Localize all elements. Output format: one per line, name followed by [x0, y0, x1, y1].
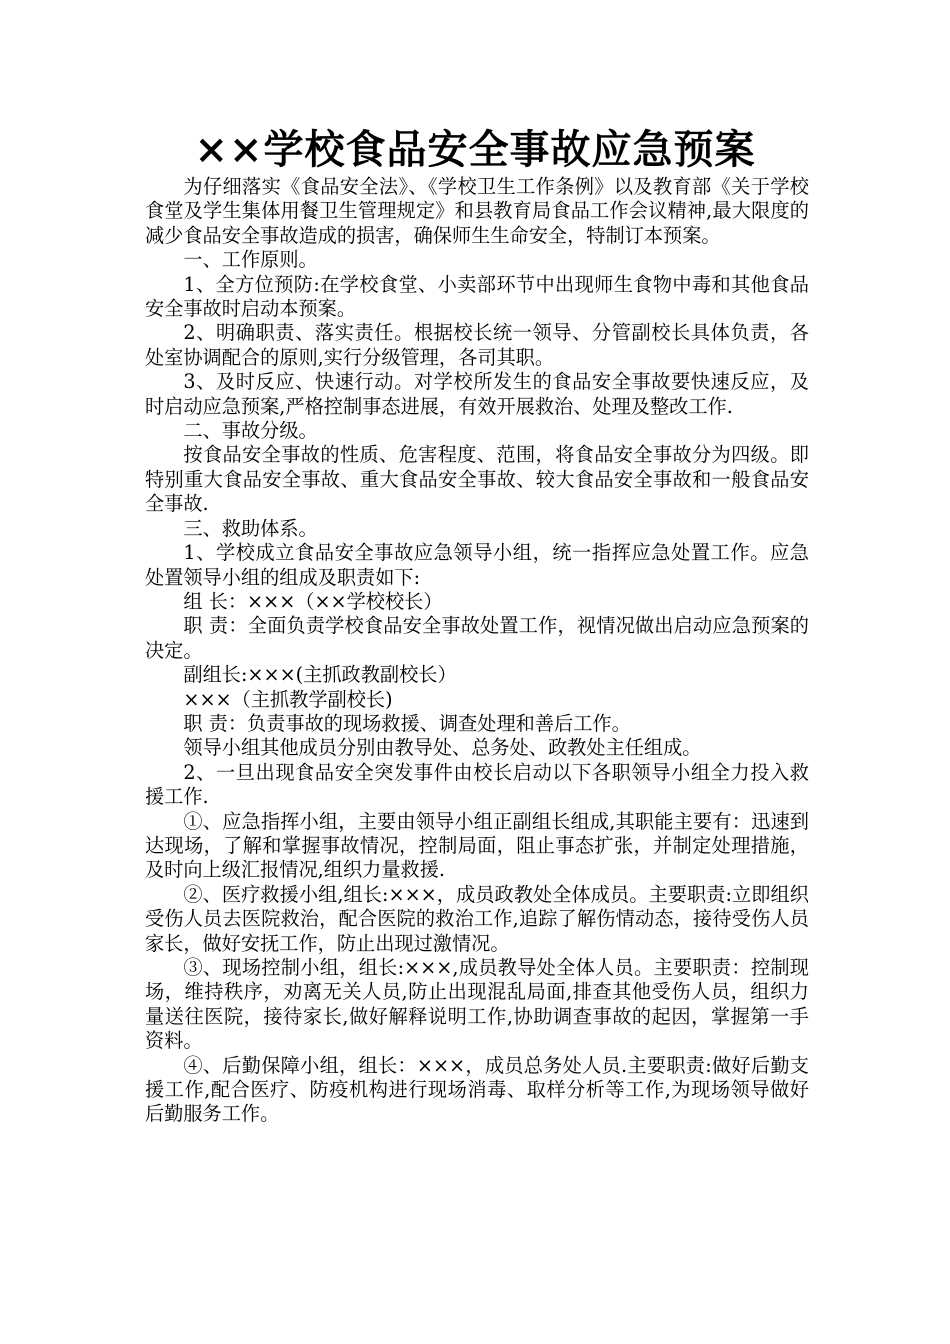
paragraph: 按食品安全事故的性质、危害程度、范围，将食品安全事故分为四级。即特别重大食品安全事故、重大食品安全事故、较大食品安全事故和一般食品安全事故. [145, 443, 809, 516]
paragraph: 3、及时反应、快速行动。对学校所发生的食品安全事故要快速反应，及时启动应急预案,严格控制事态进展，有效开展救治、处理及整改工作. [145, 370, 809, 418]
section-heading: 三、救助体系。 [183, 516, 318, 540]
paragraph: 副组长:×××(主抓政教副校长） [183, 663, 457, 687]
paragraph: 组 长：×××（××学校校长） [183, 589, 443, 613]
paragraph: ②、医疗救援小组,组长:×××，成员政教处全体成员。主要职责:立即组织受伤人员去医院救治，配合医院的救治工作,追踪了解伤情动态，接待受伤人员家长，做好安抚工作，防止出现过激情况。 [145, 882, 809, 955]
document-body [145, 175, 809, 1127]
paragraph: ×××（主抓教学副校长) [183, 687, 393, 711]
document-title: ××学校食品安全事故应急预案 [194, 126, 756, 173]
paragraph: ①、应急指挥小组，主要由领导小组正副组长组成,其职能主要有：迅速到达现场，了解和掌握事故情况，控制局面，阻止事态扩张，并制定处理措施，及时向上级汇报情况,组织力量救援. [145, 809, 809, 882]
paragraph: ③、现场控制小组，组长:×××,成员教导处全体人员。主要职责：控制现场，维持秩序，劝离无关人员,防止出现混乱局面,排查其他受伤人员，组织力量送往医院，接待家长,做好解释说明工作,协助调查事故的起因，掌握第一手资料。 [145, 956, 809, 1053]
section-heading: 二、事故分级。 [183, 419, 318, 443]
paragraph: 领导小组其他成员分别由教导处、总务处、政教处主任组成。 [183, 736, 702, 760]
paragraph: 1、学校成立食品安全事故应急领导小组，统一指挥应急处置工作。应急处置领导小组的组成及职责如下: [145, 541, 809, 589]
paragraph: 为仔细落实《食品安全法》、《学校卫生工作条例》以及教育部《关于学校食堂及学生集体用餐卫生管理规定》和县教育局食品工作会议精神,最大限度的减少食品安全事故造成的损害，确保师生生命安全，特制订本预案。 [145, 175, 809, 247]
paragraph: 职 责：全面负责学校食品安全事故处置工作，视情况做出启动应急预案的决定。 [145, 614, 809, 662]
paragraph: 2、明确职责、落实责任。根据校长统一领导、分管副校长具体负责，各处室协调配合的原则,实行分级管理，各司其职。 [145, 321, 809, 369]
paragraph: 1、全方位预防:在学校食堂、小卖部环节中出现师生食物中毒和其他食品安全事故时启动本预案。 [145, 272, 809, 321]
section-heading: 一、工作原则。 [183, 248, 318, 272]
paragraph: 职 责：负责事故的现场救援、调查处理和善后工作。 [183, 711, 631, 735]
paragraph: 2、一旦出现食品安全突发事件由校长启动以下各职领导小组全力投入救援工作. [145, 760, 809, 809]
paragraph: ④、后勤保障小组，组长：×××，成员总务处人员.主要职责:做好后勤支援工作,配合医疗、防疫机构进行现场消毒、取样分析等工作,为现场领导做好后勤服务工作。 [145, 1053, 809, 1126]
